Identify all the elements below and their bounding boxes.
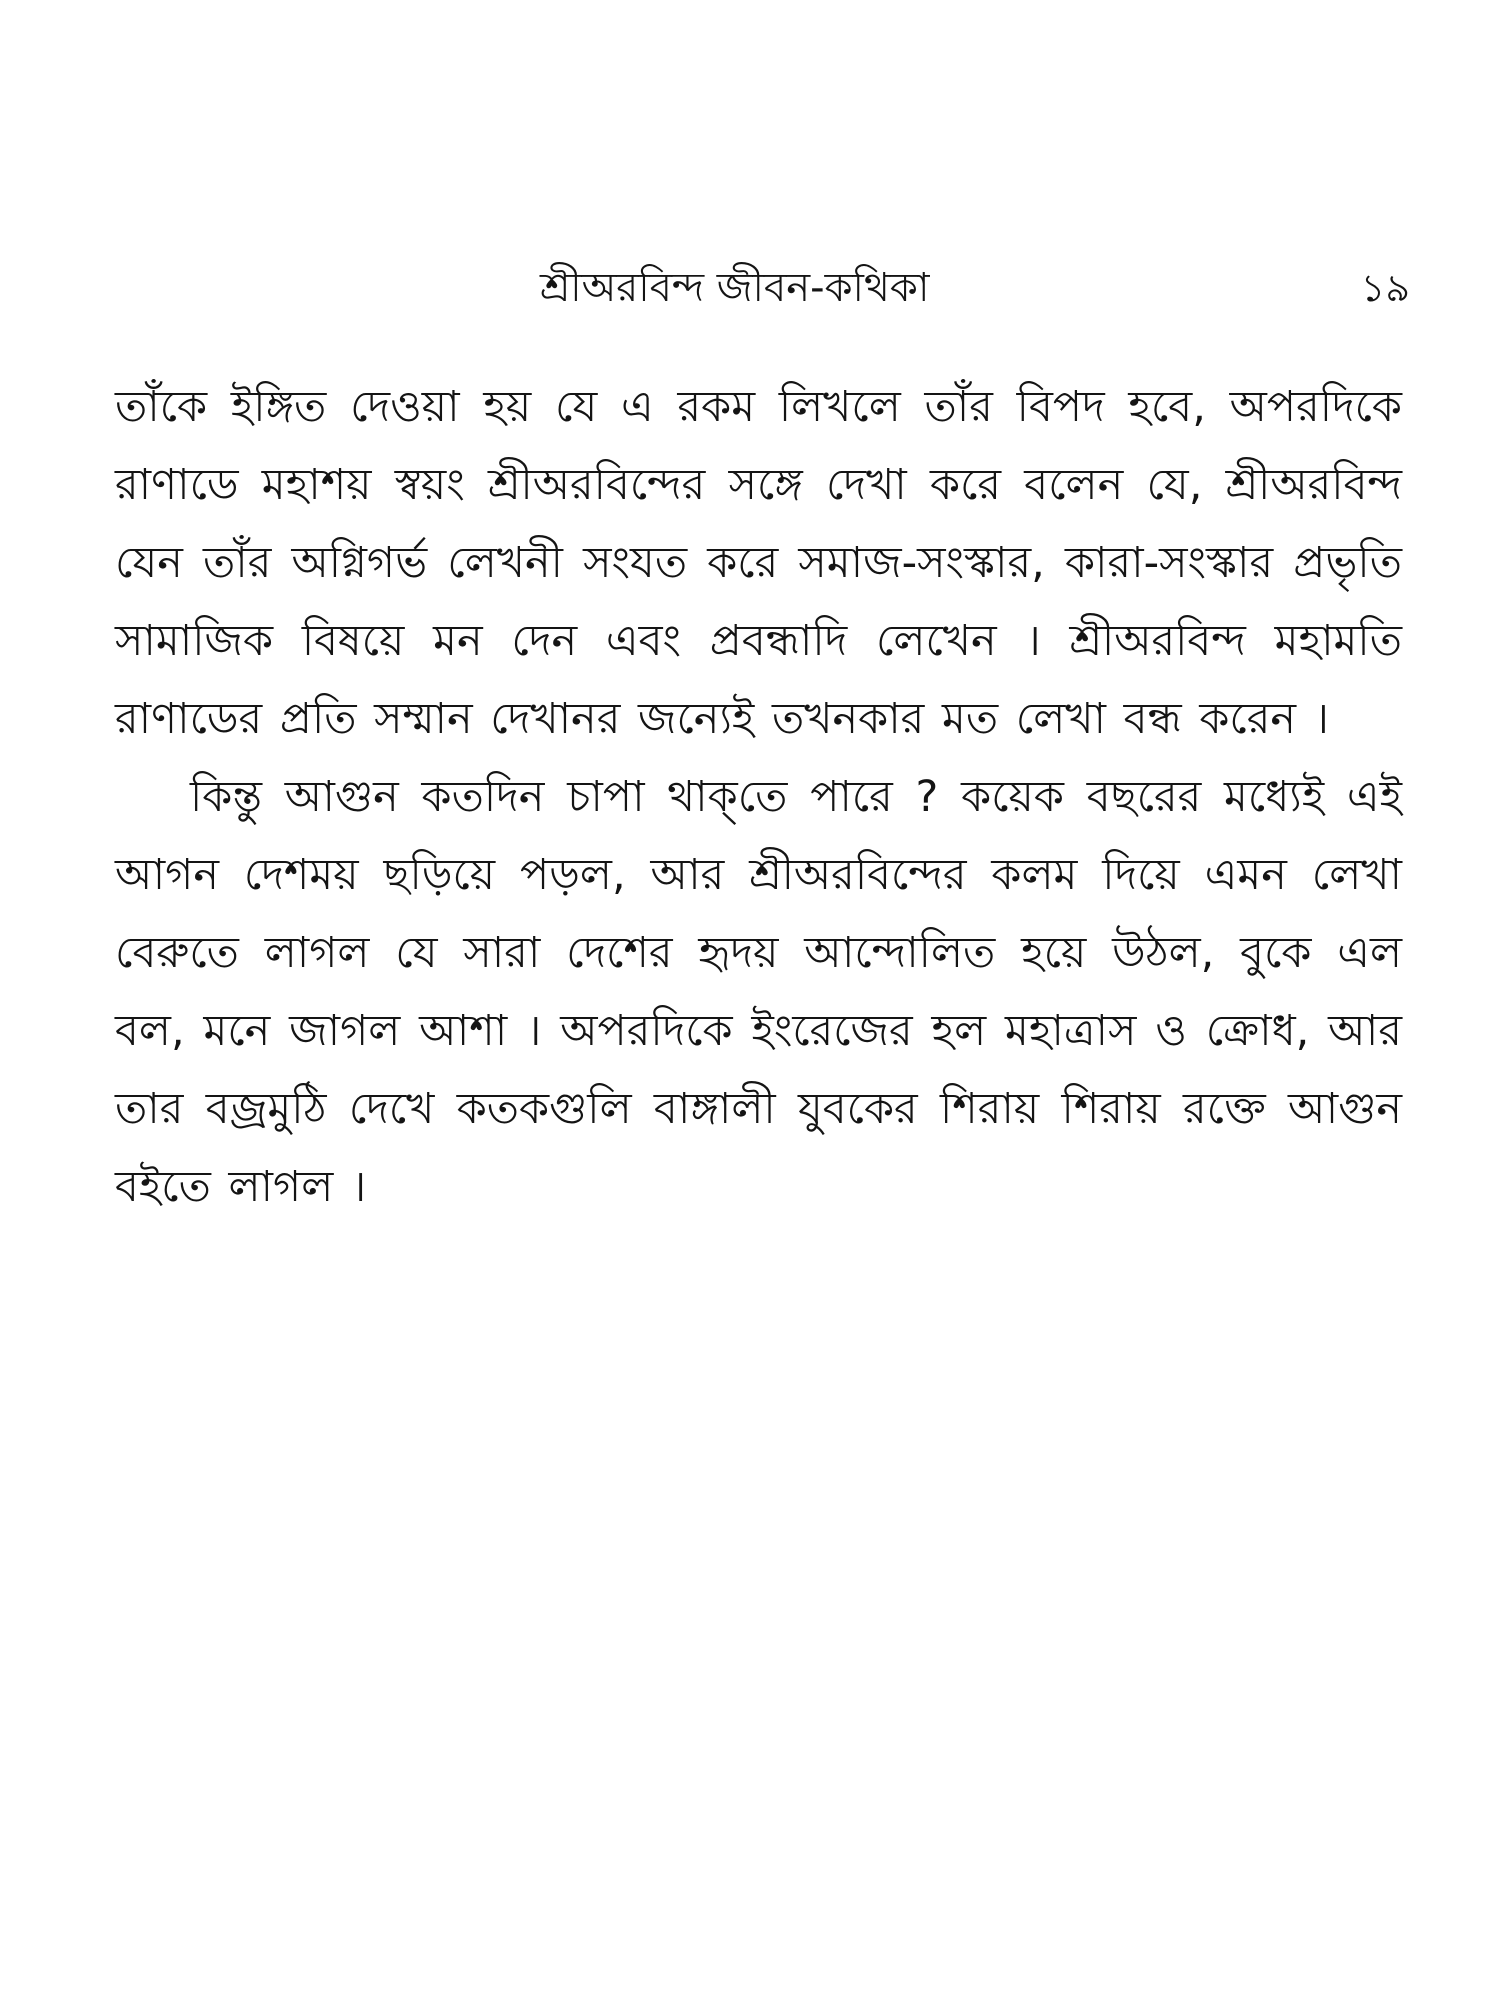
body-text (115, 368, 1402, 1226)
paragraph-2: কিন্তু আগুন কতদিন চাপা থাক্‌তে পারে ? কয়েক বছরের মধ্যেই এই আগন দেশময় ছড়িয়ে পড়ল, আর শ্রীঅরবিন্দের কলম দিয়ে এমন লেখা বেরুতে লাগল যে সারা দেশের হৃদয় আন্দোলিত হয়ে উঠল, বুকে এল বল, মনে জাগল আশা । অপরদিকে ইংরেজের হল মহাত্রাস ও ক্রোধ, আর তার বজ্রমুঠি দেখে কতকগুলি বাঙ্গালী যুবকের শিরায় শিরায় রক্তে আগুন বইতে লাগল । (115, 772, 1402, 1212)
paragraph-1: তাঁকে ইঙ্গিত দেওয়া হয় যে এ রকম লিখলে তাঁর বিপদ হবে, অপরদিকে রাণাডে মহাশয় স্বয়ং শ্রীঅরবিন্দের সঙ্গে দেখা করে বলেন যে, শ্রীঅরবিন্দ যেন তাঁর অগ্নিগর্ভ লেখনী সংযত করে সমাজ-সংস্কার, কারা-সংস্কার প্রভৃতি সামাজিক বিষয়ে মন দেন এবং প্রবন্ধাদি লেখেন । শ্রীঅরবিন্দ মহামতি রাণাডের প্রতি সম্মান দেখানর জন্যেই তখনকার মত লেখা বন্ধ করেন । (115, 382, 1402, 744)
page-header (0, 258, 1500, 318)
page-number: ১৯ (1360, 266, 1410, 310)
running-title: শ্রীঅরবিন্দ জীবন-কথিকা (540, 265, 930, 311)
